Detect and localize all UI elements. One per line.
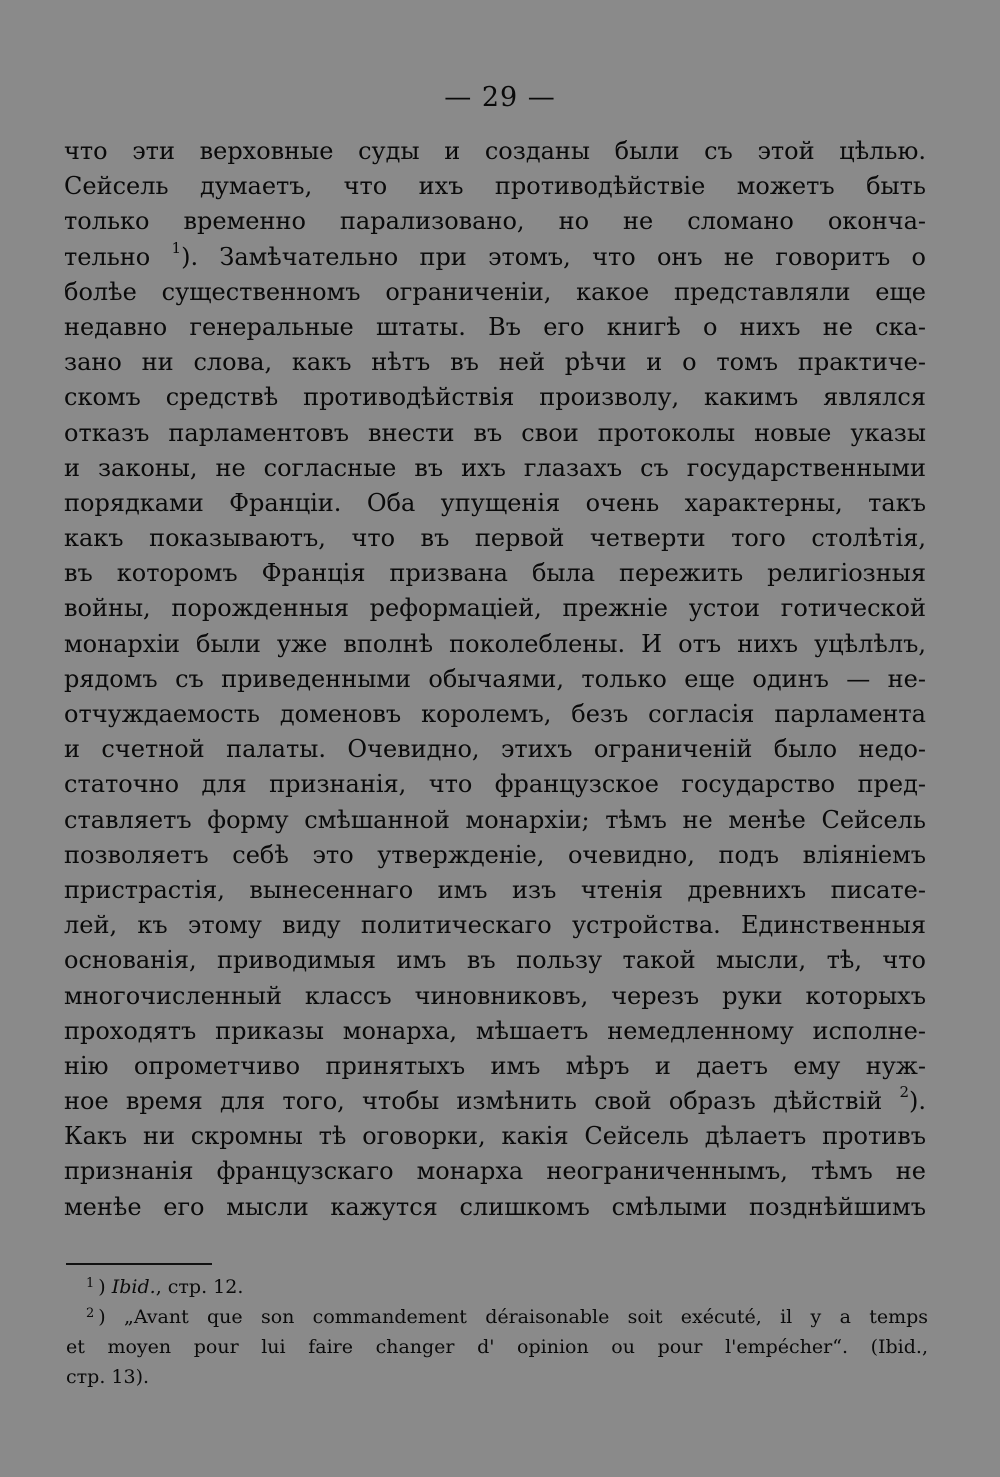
text-line: пристрастія, вынесеннаго имъ изъ чтенія древнихъ писате- bbox=[64, 875, 926, 904]
footnote-1: $^1$ ) Ibid., стр. 12. bbox=[86, 1276, 244, 1298]
footnote-2: $^2$ ) „Avant que son commandement déraisonable soit exécuté, il y a temps bbox=[86, 1306, 928, 1328]
text-line: порядками Франціи. Оба упущенія очень характерны, такъ bbox=[64, 488, 926, 517]
footnote-ref-close: ). bbox=[181, 242, 199, 271]
text-line bbox=[64, 240, 926, 275]
text-line: Какъ ни скромны тѣ оговорки, какія Сейсель дѣлаетъ противъ bbox=[64, 1122, 926, 1151]
footnote-text: , стр. 12. bbox=[155, 1276, 244, 1298]
text-line-part: ное время для того, чтобы измѣнить свой образъ дѣйствій bbox=[64, 1087, 883, 1116]
text-line: и счетной палаты. Очевидно, этихъ ограниченій было недо- bbox=[64, 735, 926, 764]
text-line: нію опрометчиво принятыхъ имъ мѣръ и даетъ ему нуж- bbox=[64, 1051, 926, 1080]
footnote-mark: 2 bbox=[86, 1306, 95, 1321]
footnote-ref[interactable]: 1 bbox=[171, 239, 182, 257]
footnotes bbox=[66, 1272, 928, 1392]
text-line: менѣе его мысли кажутся слишкомъ смѣлыми позднѣйшимъ bbox=[64, 1192, 926, 1221]
text-line: многочисленный классъ чиновниковъ, черезъ руки которыхъ bbox=[64, 981, 926, 1010]
text-line: основанія, приводимыя имъ въ пользу такой мысли, тѣ, что bbox=[64, 946, 926, 975]
page-number: — 29 — bbox=[444, 82, 556, 113]
footnote-2-end: стр. 13). bbox=[66, 1366, 150, 1388]
text-line: статочно для признанія, что французское государство пред- bbox=[64, 770, 926, 799]
text-line: рядомъ съ приведенными обычаями, только еще одинъ — не- bbox=[64, 664, 926, 693]
text-line: признанія французскаго монарха неограниченнымъ, тѣмъ не bbox=[64, 1157, 926, 1186]
text-line: и законы, не согласные въ ихъ глазахъ съ государственными bbox=[64, 453, 926, 482]
text-line: лей, къ этому виду политическаго устройства. Единственныя bbox=[64, 911, 926, 940]
text-line: ставляетъ форму смѣшанной монархіи; тѣмъ не менѣе Сейсель bbox=[64, 805, 926, 834]
footnote-2-continued: et moyen pour lui faire changer d' opinion ou pour l'empécher“. (Ibid., bbox=[66, 1336, 928, 1358]
text-line-part: Замѣчательно при этомъ, что онъ не говоритъ о bbox=[219, 242, 926, 271]
text-line-part: тельно bbox=[64, 242, 151, 271]
text-line: что эти верховные суды и созданы были съ этой цѣлью. bbox=[64, 137, 926, 165]
text-line: скомъ средствѣ противодѣйствія произволу, какимъ являлся bbox=[64, 383, 926, 412]
text-line: войны, порожденныя реформаціей, прежніе устои готической bbox=[64, 594, 926, 623]
text-line: Сейсель думаетъ, что ихъ противодѣйствіе можетъ быть bbox=[64, 172, 926, 201]
text-line: позволяетъ себѣ это утвержденіе, очевидно, подъ вліяніемъ bbox=[64, 840, 926, 869]
text-line bbox=[64, 1084, 926, 1119]
text-line: отказъ парламентовъ внести въ свои протоколы новые указы bbox=[64, 418, 926, 447]
footnote-ref-close: ). bbox=[909, 1087, 926, 1116]
text-line: недавно генеральные штаты. Въ его книгѣ о нихъ не ска- bbox=[64, 312, 926, 341]
text-line: монархіи были уже вполнѣ поколеблены. И отъ нихъ уцѣлѣлъ, bbox=[64, 629, 926, 658]
text-line: отчуждаемость доменовъ королемъ, безъ согласія парламента bbox=[64, 700, 926, 728]
text-line: въ которомъ Франція призвана была пережить религіозныя bbox=[64, 559, 926, 588]
footnote-mark: 1 bbox=[86, 1276, 95, 1291]
text-line: болѣе существенномъ ограниченіи, какое представляли еще bbox=[64, 277, 926, 306]
footnote-divider bbox=[66, 1263, 212, 1265]
body-text bbox=[64, 134, 926, 1225]
text-line: зано ни слова, какъ нѣтъ въ ней рѣчи и о томъ практиче- bbox=[64, 348, 926, 377]
footnote-text: „Avant que son commandement déraisonable soit exécuté, il y a temps bbox=[124, 1306, 928, 1328]
footnote-ref[interactable]: 2 bbox=[899, 1084, 909, 1102]
footnote-source: Ibid. bbox=[111, 1276, 156, 1298]
text-line: только временно парализовано, но не сломано оконча- bbox=[64, 207, 926, 236]
text-line: какъ показываютъ, что въ первой четверти того столѣтія, bbox=[64, 524, 926, 553]
text-line: проходятъ приказы монарха, мѣшаетъ немедленному исполне- bbox=[64, 1016, 926, 1045]
